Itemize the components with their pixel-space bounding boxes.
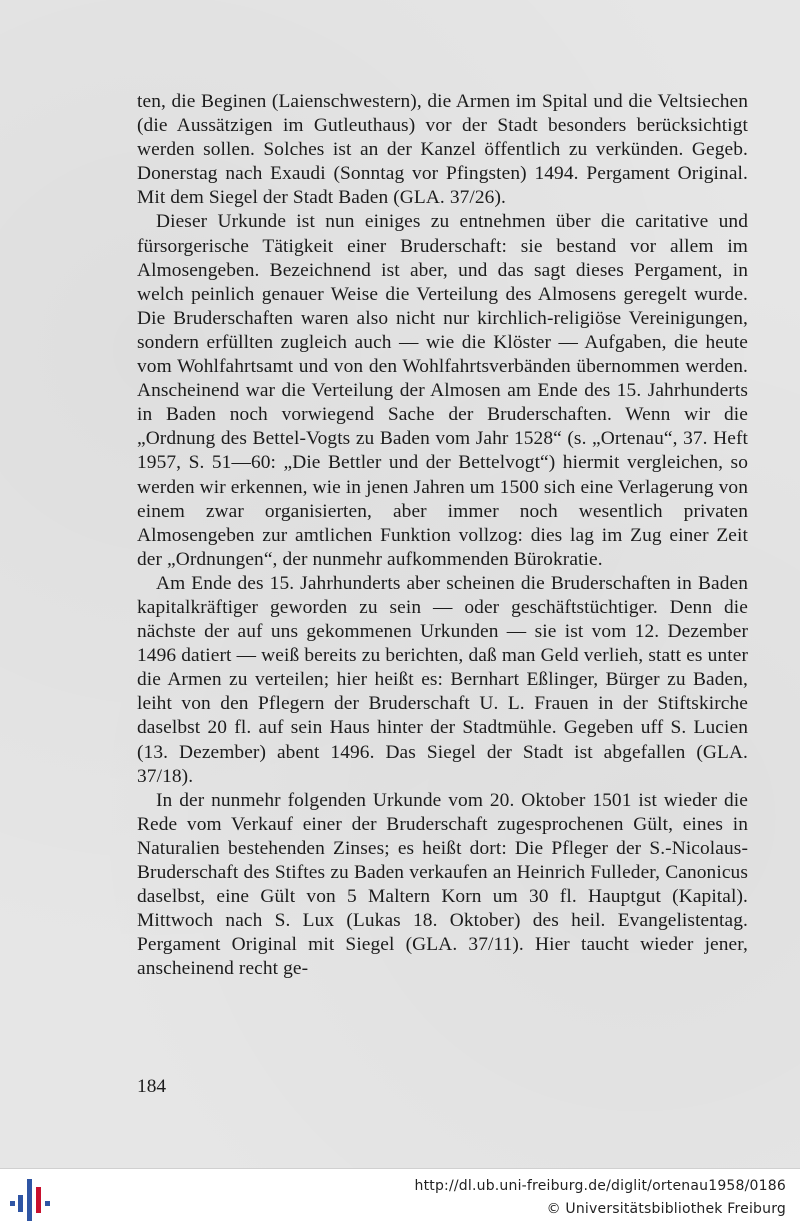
footer-bar — [0, 1168, 800, 1227]
body-text — [137, 90, 748, 981]
paragraph-3: Am Ende des 15. Jahrhunderts aber scheinen die Bruderschaften in Baden kapitalkräftiger geworden zu sein — oder geschäftstüchtiger. Denn die nächste der auf uns gekommenen Urkunden — sie ist vom 12. Dezember 1496 datiert — weiß bereits zu berichten, daß man Geld verlieh, statt es unter die Armen zu verteilen; hier heißt es: Bernhart Eßlinger, Bürger zu Baden, leiht von den Pflegern der Bruderschaft U. L. Frauen in der Stiftskirche daselbst 20 fl. auf sein Haus hinter der Stadtmühle. Gegeben uff S. Lucien (13. Dezember) abent 1496. Das Siegel der Stadt ist abgefallen (GLA. 37/18). — [137, 572, 748, 787]
source-url-link[interactable]: http://dl.ub.uni-freiburg.de/diglit/ortenau1958/0186 — [414, 1178, 786, 1194]
paragraph-4: In der nunmehr folgenden Urkunde vom 20. Oktober 1501 ist wieder die Rede vom Verkauf einer der Bruderschaft zugesprochenen Gült, eines in Naturalien bestehenden Zinses; es heißt dort: Die Pfleger der S.-Nicolaus-Bruderschaft des Stiftes zu Baden verkaufen an Heinrich Fulleder, Canonicus daselbst, eine Gült von 5 Maltern Korn um 30 fl. Hauptgut (Kapital). Mittwoch nach S. Lux (Lukas 18. Oktober) des heil. Evangelistentag. Pergament Original mit Siegel (GLA. 37/11). Hier taucht wieder jener, anscheinend recht ge- — [137, 789, 748, 980]
paragraph-1: ten, die Beginen (Laienschwestern), die Armen im Spital und die Veltsiechen (die Aussätzigen im Gutleuthaus) vor der Stadt besonders berücksichtigt werden sollen. Solches ist an der Kanzel öffentlich zu verkünden. Gegeb. Donerstag nach Exaudi (Sonntag vor Pfingsten) 1494. Pergament Original. Mit dem Siegel der Stadt Baden (GLA. 37/26). — [137, 91, 748, 209]
university-library-freiburg-logo-icon — [10, 1179, 54, 1221]
copyright-notice: © Universitätsbibliothek Freiburg — [546, 1201, 786, 1217]
page-number: 184 — [137, 1076, 167, 1097]
paragraph-2: Dieser Urkunde ist nun einiges zu entnehmen über die caritative und fürsorgerische Tätigkeit einer Bruderschaft: sie bestand vor allem im Almosengeben. Bezeichnend ist aber, und das sagt dieses Pergament, in welch peinlich genauer Weise die Verteilung des Almosens geregelt wurde. Die Bruderschaften waren also nicht nur kirchlich-religiöse Vereinigungen, sondern erfüllten zugleich auch — wie die Klöster — Aufgaben, die heute vom Wohlfahrtsamt und von den Wohlfahrtsverbänden übernommen werden. Anscheinend war die Verteilung der Almosen am Ende des 15. Jahrhunderts in Baden noch vorwiegend Sache der Bruderschaften. Wenn wir die „Ordnung des Bettel-Vogts zu Baden vom Jahr 1528“ (s. „Ortenau“, 37. Heft 1957, S. 51—60: „Die Bettler und der Bettelvogt“) hiermit vergleichen, so werden wir erkennen, wie in jenen Jahren um 1500 sich eine Verlagerung von einem zwar organisierten, aber immer noch wesentlich privaten Almosengeben zur amtlichen Funktion vollzog: dies lag im Zug einer Zeit der „Ordnungen“, der nunmehr aufkommenden Bürokratie. — [137, 211, 748, 570]
